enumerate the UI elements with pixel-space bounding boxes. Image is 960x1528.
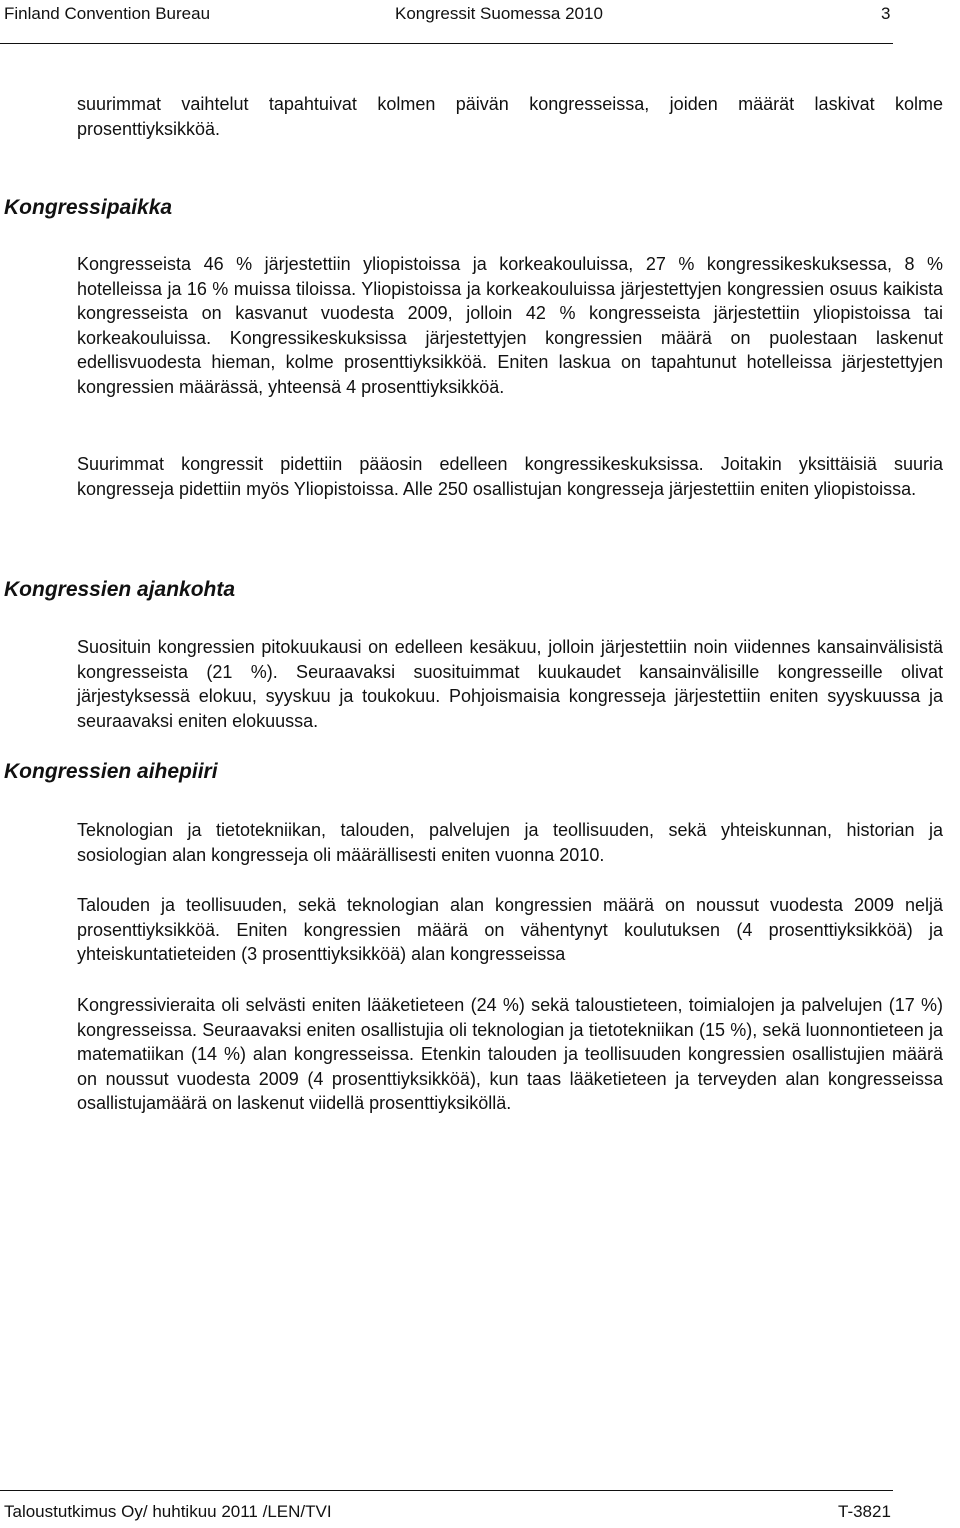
heading-venue: Kongressipaikka [4,196,173,219]
heading-timing: Kongressien ajankohta [4,578,236,601]
page-footer [0,1502,900,1526]
heading-topic: Kongressien aihepiiri [4,760,218,783]
header-page-number: 3 [881,4,891,23]
page-header [0,0,900,30]
footer-code: T-3821 [838,1502,891,1521]
topic-paragraph-2: Talouden ja teollisuuden, sekä teknologian alan kongressien määrä on noussut vuodesta 2009 neljä prosenttiyksikköä. Eniten kongressien määrä on vähentynyt koulutuksen (4 prosenttiyksikköä) ja yhteiskuntatieteiden (3 prosenttiyksikköä) alan kongresseissa [77,895,943,964]
topic-paragraph-3: Kongressivieraita oli selvästi eniten lääketieteen (24 %) sekä taloustieteen, toimialojen ja palvelujen (17 %) kongresseissa. Seuraavaksi eniten osallistujia oli teknologian ja tietotekniikan (15 %), sekä luonnontieteen ja matematiikan (14 %) alan kongresseissa. Etenkin talouden ja teollisuuden kongressien osallistujien määrä on noussut vuodesta 2009 (4 prosenttiyksikköä), kun taas lääketieteen ja terveyden alan kongresseissa osallistujamäärä on laskenut viidellä prosenttiyksiköllä. [77,995,943,1113]
topic-paragraph-1: Teknologian ja tietotekniikan, talouden, palvelujen ja teollisuuden, sekä yhteiskunnan, historian ja sosiologian alan kongresseja oli määrällisesti eniten vuonna 2010. [77,820,943,865]
intro-paragraph: suurimmat vaihtelut tapahtuivat kolmen päivän kongresseissa, joiden määrät laskivat kolme prosenttiyksikköä. [77,94,943,139]
header-divider [0,43,893,44]
footer-author: Taloustutkimus Oy/ huhtikuu 2011 /LEN/TVI [4,1502,332,1521]
footer-divider [0,1490,893,1491]
venue-paragraph-1: Kongresseista 46 % järjestettiin yliopistoissa ja korkeakouluissa, 27 % kongressikeskuksessa, 8 % hotelleissa ja 16 % muissa tiloissa. Yliopistoissa ja korkeakouluissa järjestettyjen kongressien osuus kaikista kongresseista on kasvanut vuodesta 2009, jolloin 42 % kongresseista järjestettiin yliopistoissa tai korkeakouluissa. Kongressikeskuksissa järjestettyjen kongressien määrä on puolestaan laskenut edellisvuodesta hieman, kolme prosenttiyksikköä. Eniten laskua on tapahtunut hotelleissa järjestettyjen kongressien määrässä, yhteensä 4 prosenttiyksikköä. [77,254,943,397]
header-organization: Finland Convention Bureau [4,4,211,23]
venue-paragraph-2: Suurimmat kongressit pidettiin pääosin edelleen kongressikeskuksissa. Joitakin yksittäisiä suuria kongresseja pidettiin myös Yliopistoissa. Alle 250 osallistujan kongresseja järjestettiin eniten yliopistoissa. [77,454,943,499]
timing-paragraph-1: Suosituin kongressien pitokuukausi on edelleen kesäkuu, jolloin järjestettiin noin viidennes kansainvälisistä kongresseista (21 %). Seuraavaksi suosituimmat kuukaudet kansainvälisille kongresseille olivat järjestyksessä elokuu, syyskuu ja toukokuu. Pohjoismaisia kongresseja järjestettiin eniten syyskuussa ja seuraavaksi eniten elokuussa. [77,637,943,731]
header-report-title: Kongressit Suomessa 2010 [395,4,603,23]
